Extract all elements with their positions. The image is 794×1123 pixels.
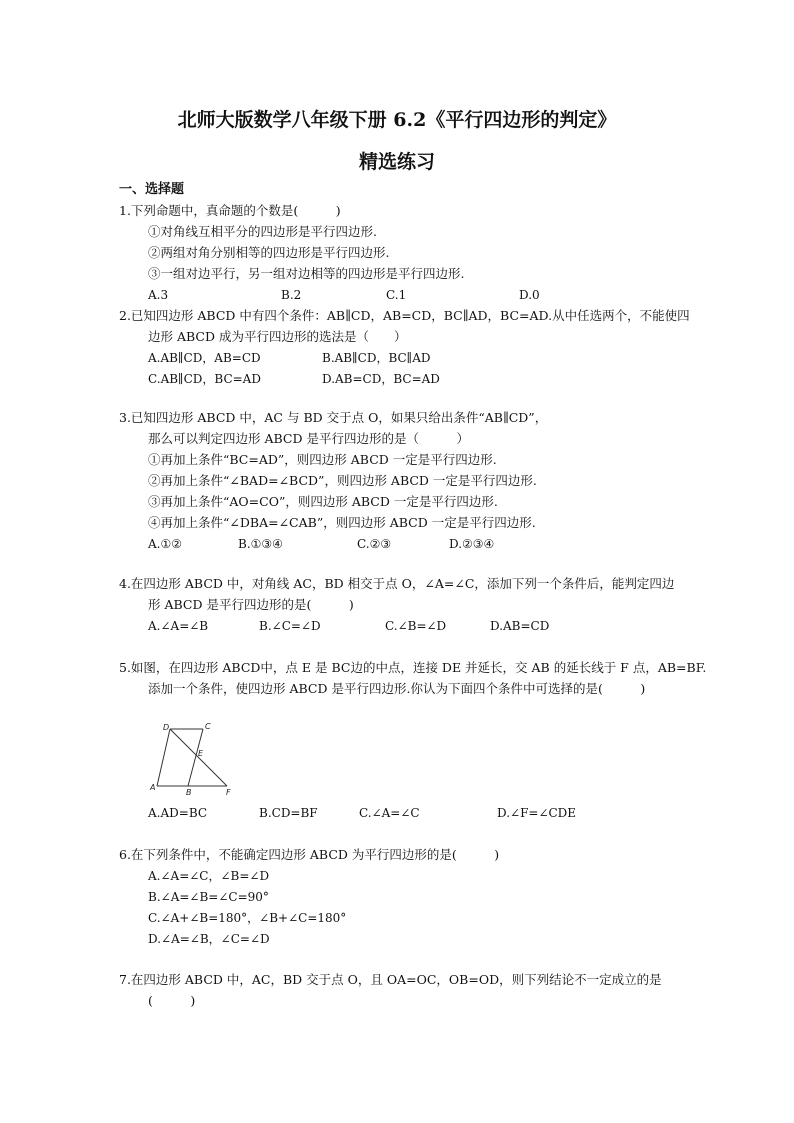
question-5-option-a: A.AD=BC: [148, 806, 208, 820]
question-4-stem-line-1: 4.在四边形 ABCD 中，对角线 AC，BD 相交于点 O，∠A=∠C，添加下列一个条件后，能判定四边: [119, 576, 675, 591]
label-b: B: [186, 788, 192, 797]
label-f: F: [226, 788, 231, 797]
question-3-statement-3: ③再加上条件“AO=CO”，则四边形 ABCD 一定是平行四边形.: [148, 494, 498, 509]
question-4-option-a: A.∠A=∠B: [148, 619, 209, 633]
question-5-option-d: D.∠F=∠CDE: [497, 806, 577, 820]
question-6-option-a: A.∠A=∠C，∠B=∠D: [148, 869, 270, 883]
label-a: A: [150, 783, 156, 792]
segment-da: [157, 729, 170, 786]
question-2-option-a: A.AB∥CD，AB=CD: [148, 351, 261, 365]
question-2-stem-line-2: 边形 ABCD 成为平行四边形的选法是（ ）: [148, 329, 407, 344]
question-4-option-c: C.∠B=∠D: [385, 619, 447, 633]
question-7-stem-line-2: ( ): [148, 993, 196, 1008]
label-e: E: [198, 749, 204, 758]
question-3-stem-line-1: 3.已知四边形 ABCD 中，AC 与 BD 交于点 O，如果只给出条件“AB∥CD”，: [119, 410, 548, 425]
question-4-option-d: D.AB=CD: [490, 619, 550, 633]
question-6-option-c: C.∠A+∠B=180°，∠B+∠C=180°: [148, 911, 347, 925]
question-5-stem-line-2: 添加一个条件，使四边形 ABCD 是平行四边形.你认为下面四个条件中可选择的是( ): [148, 681, 646, 696]
question-1-statement-2: ②两组对角分别相等的四边形是平行四边形.: [148, 245, 390, 260]
question-6-stem: 6.在下列条件中，不能确定四边形 ABCD 为平行四边形的是( ): [119, 847, 500, 862]
question-1-option-b: B.2: [281, 288, 302, 302]
question-1-option-c: C.1: [386, 288, 407, 302]
question-2-option-b: B.AB∥CD，BC∥AD: [322, 351, 431, 365]
question-2-stem-line-1: 2.已知四边形 ABCD 中有四个条件：AB∥CD，AB=CD，BC∥AD，BC=AD.从中任选两个，不能使四: [119, 308, 690, 323]
question-3-statement-2: ②再加上条件“∠BAD=∠BCD”，则四边形 ABCD 一定是平行四边形.: [148, 473, 537, 488]
question-5-option-b: B.CD=BF: [259, 806, 318, 820]
question-5-stem-line-1: 5.如图，在四边形 ABCD中，点 E 是 BC边的中点，连接 DE 并延长，交 AB 的延长线于 F 点，AB=BF.: [119, 660, 707, 675]
quadrilateral-figure: [148, 718, 233, 800]
label-c: C: [205, 722, 211, 731]
question-5-option-c: C.∠A=∠C: [359, 806, 420, 820]
question-3-stem-line-2: 那么可以判定四边形 ABCD 是平行四边形的是（ ）: [148, 431, 469, 446]
question-2-option-d: D.AB=CD，BC=AD: [322, 372, 440, 386]
question-3-statement-1: ①再加上条件“BC=AD”，则四边形 ABCD 一定是平行四边形.: [148, 452, 497, 467]
question-1-statement-3: ③一组对边平行，另一组对边相等的四边形是平行四边形.: [148, 266, 465, 281]
question-3-option-c: C.②③: [357, 537, 392, 551]
label-d: D: [163, 723, 170, 732]
section-heading: 一、选择题: [119, 182, 185, 197]
question-3-statement-4: ④再加上条件“∠DBA=∠CAB”，则四边形 ABCD 一定是平行四边形.: [148, 515, 536, 530]
question-4-stem-line-2: 形 ABCD 是平行四边形的是( ): [148, 597, 354, 612]
question-3-option-d: D.②③④: [449, 537, 495, 551]
question-6-option-d: D.∠A=∠B，∠C=∠D: [148, 932, 270, 946]
document-title: 北师大版数学八年级下册 6.2《平行四边形的判定》: [177, 109, 617, 131]
question-2-option-c: C.AB∥CD，BC=AD: [148, 372, 261, 386]
question-1-option-a: A.3: [148, 288, 169, 302]
question-1-stem: 1.下列命题中，真命题的个数是( ): [119, 203, 341, 218]
question-7-stem-line-1: 7.在四边形 ABCD 中，AC，BD 交于点 O，且 OA=OC，OB=OD，则下列结论不一定成立的是: [119, 972, 662, 987]
question-3-option-a: A.①②: [148, 537, 182, 551]
document-subtitle: 精选练习: [358, 151, 435, 173]
question-1-statement-1: ①对角线互相平分的四边形是平行四边形.: [148, 224, 377, 239]
question-3-option-b: B.①③④: [238, 537, 283, 551]
question-1-option-d: D.0: [519, 288, 540, 302]
question-4-option-b: B.∠C=∠D: [259, 619, 321, 633]
question-6-option-b: B.∠A=∠B=∠C=90°: [148, 890, 269, 904]
